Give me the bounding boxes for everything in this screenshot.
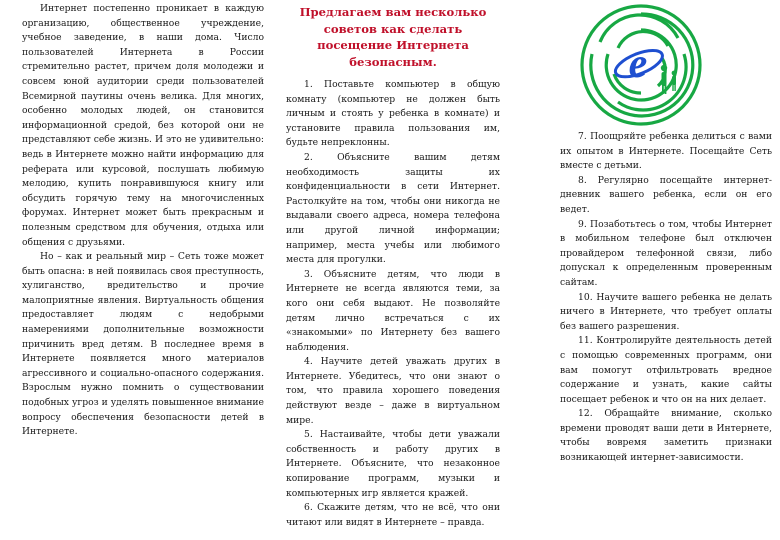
tip-item: 1. Поставьте компьютер в общую комнату (компьютер не должен быть личным и стоять у ребенка в комнате) и установите правила пользования им, будьте непреклонны. [286, 79, 500, 149]
tip-item: 10. Научите вашего ребенка не делать ничего в Интернете, что требует оплаты без вашего разрешения. [560, 291, 772, 332]
tips-column-1 [286, 4, 500, 530]
tip-item: 5. Настаивайте, чтобы дети уважали собственность и работу других в Интернете. Объясните, что незаконное копирование программ, музыки и компьютерных игр является кражей. [286, 429, 500, 499]
svg-text:e: e [628, 41, 648, 87]
tip-item: 12. Обращайте внимание, сколько времени проводят ваши дети в Интернете, чтобы вовремя заметить признаки возникающей интернет-зависимости. [560, 408, 772, 464]
tips-column-2 [560, 130, 772, 466]
tips-title: Предлагаем вам несколько советов как сделать посещение Интернета безопасным. [299, 5, 487, 69]
intro-column [22, 2, 264, 440]
tip-item: 11. Контролируйте деятельность детей с помощью современных программ, они вам помогут отфильтровать вредное содержание и узнать, какие сайты посещает ребенок и что он на них делает. [560, 335, 772, 405]
intro-paragraph: Интернет постепенно проникает в каждую организацию, общественное учреждение, учебное заведение, в наши дома. Число пользователей Интернета в России стремительно растет, причем доля молодежи и совсем юной аудитории среди пользователей Всемирной паутины очень велика. Для многих, особенно молодых людей, он становится информационной средой, без которой они не представляют себе жизнь. И это не удивительно: ведь в Интернете можно найти информацию для реферата или курсовой, послушать любимую мелодию, купить понравившуюся книгу или обсудить горячую тему на многочисленных форумах. Интернет может быть прекрасным и полезным средством для обучения, отдыха или общения с друзьями. [22, 3, 264, 248]
tip-item: 4. Научите детей уважать других в Интернете. Убедитесь, что они знают о том, что правила хорошего поведения действуют везде – даже в виртуальном мире. [286, 356, 500, 426]
tip-item: 3. Объясните детям, что люди в Интернете не всегда являются теми, за кого они себя выдают. Не позволяйте детям лично встречаться с их «знакомыми» по Интернету без вашего наблюдения. [286, 268, 500, 353]
tip-item: 2. Объясните вашим детям необходимость защиты их конфиденциальности в сети Интернет. Растолкуйте на том, чтобы они никогда не выдавали своего адреса, номера телефона или другой личной информации; например, места учебы или любимого места для прогулки. [286, 151, 500, 266]
tip-item: 8. Регулярно посещайте интернет-дневник вашего ребенка, если он его ведет. [560, 174, 772, 215]
tip-item: 7. Поощряйте ребенка делиться с вами их опытом в Интернете. Посещайте Сеть вместе с детьми. [560, 131, 772, 172]
intro-paragraph: Но – как и реальный мир – Сеть тоже может быть опасна: в ней появилась своя преступность, хулиганство, вредительство и прочие малоприятные явления. Виртуальность общения предоставляет людям с недобрыми намерениями дополнительные возможности причинить вред детям. В последнее время в Интернете появляется много материалов агрессивного и социально-опасного содержания. Взрослым нужно помнить о существовании подобных угроз и уделять повышенное внимание вопросу обеспечения безопасности детей в Интернете. [22, 251, 264, 438]
internet-explorer-maze-emblem-icon [578, 2, 704, 128]
tip-item: 9. Позаботьтесь о том, чтобы Интернет в мобильном телефоне был отключен провайдером телефонной связи, либо допускал к определенным проверенным сайтам. [560, 218, 772, 288]
tip-item: 6. Скажите детям, что не всё, что они читают или видят в Интернете – правда. [286, 502, 500, 528]
